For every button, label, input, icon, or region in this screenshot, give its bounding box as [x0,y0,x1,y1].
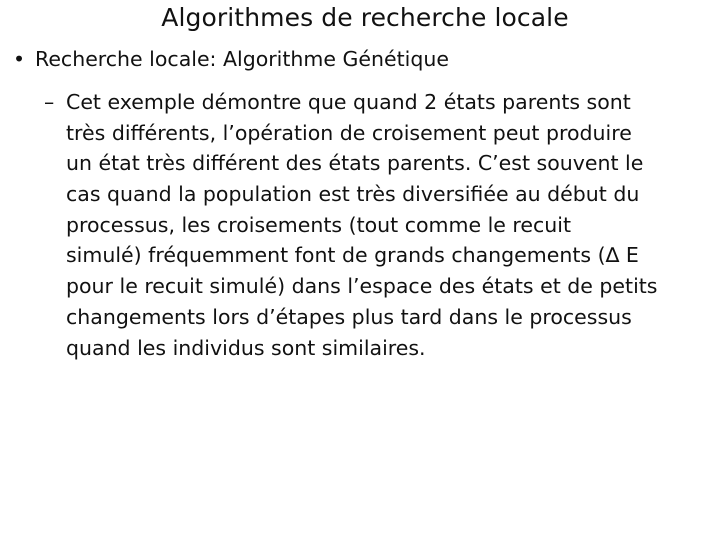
sub-bullet-line: très différents, l’opération de croisement peut produire [66,120,632,145]
sub-bullet-line: Cet exemple démontre que quand 2 états parents sont [66,90,631,114]
slide-title: Algorithmes de recherche locale [161,3,569,32]
sub-bullet-line: un état très différent des états parents. C’est souvent le [66,151,644,176]
sub-bullet-line: changements lors d’étapes plus tard dans le processus [66,304,632,329]
sub-bullet-line: quand les individus sont similaires. [66,335,426,360]
sub-bullet-marker: – [44,90,55,114]
sub-bullet-line: processus, les croisements (tout comme le recuit [66,212,571,237]
bullet-text: Recherche locale: Algorithme Génétique [35,47,449,71]
sub-bullet-line: pour le recuit simulé) dans l’espace des états et de petits [66,274,658,299]
sub-bullet-line: simulé) fréquemment font de grands changements (∆ E [66,243,639,268]
sub-bullet-text [66,87,714,363]
sub-bullet-line: cas quand la population est très diversifiée au début du [66,182,640,207]
bullet-marker: • [12,47,26,71]
